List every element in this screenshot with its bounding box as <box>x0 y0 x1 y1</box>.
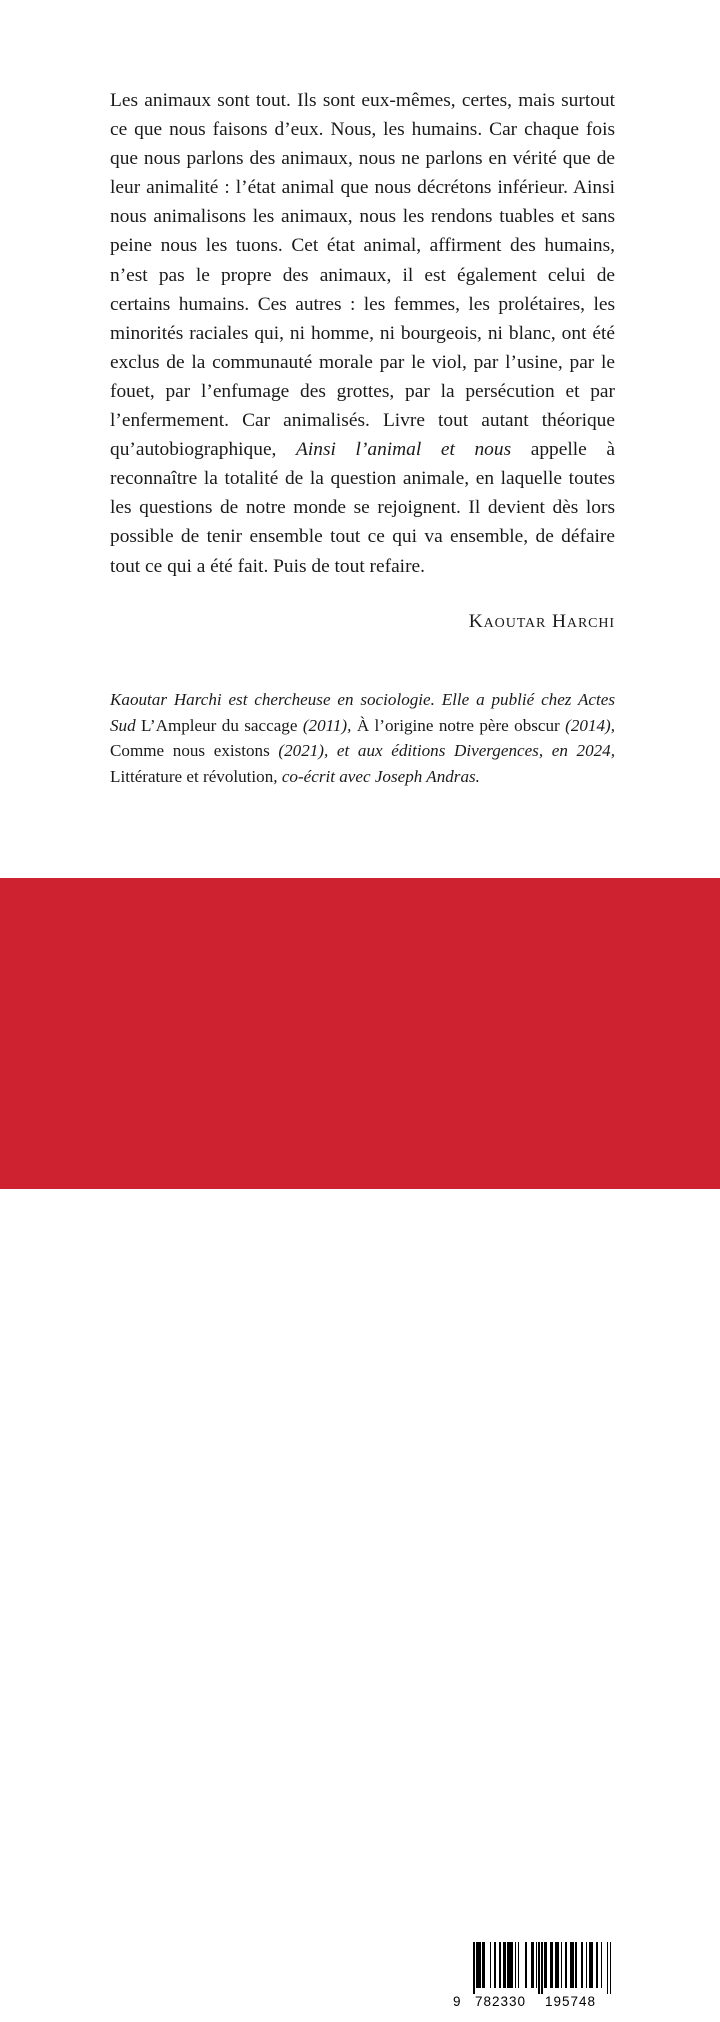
bio-segment-9: , co-écrit avec Joseph Andras. <box>273 766 480 786</box>
barcode-right-group: 195748 <box>545 1994 597 2009</box>
bio-segment-5: (2014), <box>559 715 616 735</box>
blurb-paragraph <box>110 86 615 581</box>
legal-deposit-prefix: DÉP. LÉG. : SEPT. 2024 / <box>124 1985 284 2001</box>
price-value: 22,50 € TTC <box>283 1985 363 2001</box>
blurb-block <box>110 86 615 636</box>
publisher-red-band <box>0 878 720 2009</box>
legal-deposit-line <box>124 1984 406 2003</box>
bio-book-title-comme-nous-existons: Comme nous existons <box>110 741 270 761</box>
bio-book-title-ampleur: L’Ampleur du saccage <box>141 715 298 735</box>
author-signature: Kaoutar Harchi <box>468 610 615 632</box>
author-biography-note <box>110 687 615 789</box>
barcode-digits <box>453 1994 611 2010</box>
blurb-text-part-1: Les animaux sont tout. Ils sont eux-mêmes, certes, mais surtout ce que nous faisons d’eux. Nous, les humains. Car chaque fois que nous parlons des animaux, nous ne parlons en vérité que de leur animalité : l’état animal que nous décrétons inférieur. Ainsi nous animalisons les animaux, nous les rendons tuables et sans peine nous les tuons. Cet état animal, affirment des humains, n’est pas le propre des animaux, il est également celui de certains humains. Ces autres : les femmes, les prolétaires, les minorités raciales qui, ni homme, ni bourgeois, ni blanc, ont été exclus de la communauté morale par le viol, par l’usine, par le fouet, par l’enfumage des grottes, par la persécution et par l’enfermement. Car animalisés. Livre tout autant théorique qu’autobiographique, <box>110 90 615 461</box>
bio-segment-7: (2021), et aux éditions Divergences, en 2024, <box>269 741 615 761</box>
blurb-text-part-2: appelle à reconnaître la totalité de la question animale, en laquelle toutes les questions de notre monde se rejoignent. Il devient dès lors possible de tenir ensemble tout ce qui va ensemble, de défaire tout ce qui a été fait. Puis de tout refaire. <box>110 439 615 577</box>
back-cover-white-panel <box>0 0 720 878</box>
legal-deposit-suffix: France <box>362 1985 407 2001</box>
actes-sud-logo: ACTES SUD <box>128 1921 307 1953</box>
barcode-bars <box>453 1942 611 1994</box>
barcode-left-group: 782330 <box>475 1994 527 2009</box>
publisher-imprint-block <box>128 1921 428 1975</box>
bio-segment-3: (2011), <box>297 715 357 735</box>
bio-segment-1: Kaoutar Harchi est chercheuse en sociologie. Elle a publié chez Actes Sud <box>110 690 615 735</box>
blurb-book-title: Ainsi l’animal et nous <box>296 439 512 461</box>
barcode-lead-digit: 9 <box>453 1994 462 2009</box>
isbn-barcode <box>444 1935 620 2022</box>
bio-book-title-origine: À l’origine notre père obscur <box>356 715 560 735</box>
bio-book-title-litterature: Littérature et révolution <box>110 766 274 786</box>
publisher-website[interactable]: www.actes-sud.fr <box>128 1958 232 1974</box>
